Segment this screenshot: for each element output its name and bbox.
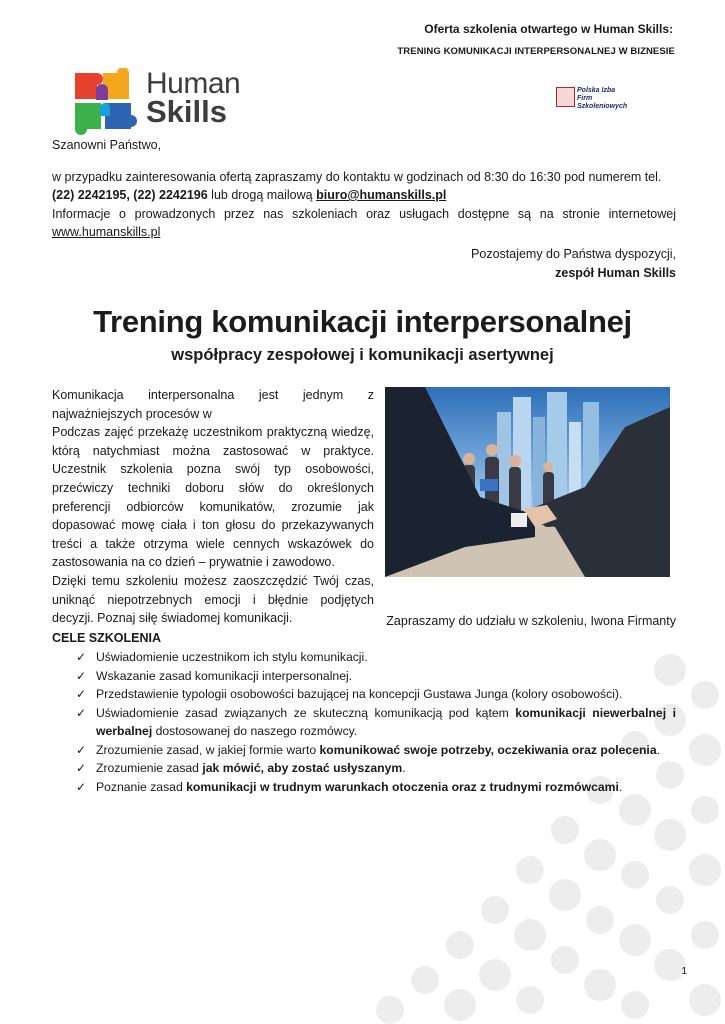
goal-item: ✓ Wskazanie zasad komunikacji interpersonalnej. [76, 667, 676, 686]
logo-word-skills: Skills [146, 94, 227, 129]
email-link[interactable]: biuro@humanskills.pl [316, 188, 447, 202]
contact-line [52, 186, 676, 205]
goal-item: ✓ Zrozumienie zasad, w jakiej formie warto komunikować swoje potrzeby, oczekiwania oraz polecenia. [76, 741, 676, 760]
intro-paragraph-2: Dzięki temu szkoleniu możesz zaoszczędzić Twój czas, uniknąć niepotrzebnych emocji i błędnie podjętych decyzji. Poznaj siłę świadomej komunikacji. [52, 573, 374, 626]
signature-line: zespół Human Skills [555, 266, 676, 280]
email-lead: lub drogą mailową [207, 188, 317, 202]
training-header: TRENING KOMUNIKACJI INTERPERSONALNEJ W BIZNESIE [397, 46, 675, 57]
checkmark-icon: ✓ [76, 761, 87, 775]
document-subtitle: współpracy zespołowej i komunikacji asertywnej [171, 346, 554, 364]
page-number: 1 [681, 966, 687, 977]
checkmark-icon: ✓ [76, 650, 87, 664]
goal-item: ✓ Poznanie zasad komunikacji w trudnym warunkach otoczenia oraz z trudnymi rozmówcami. [76, 778, 676, 797]
goal-item: ✓ Uświadomienie uczestnikom ich stylu komunikacji. [76, 648, 676, 667]
goal-item: ✓ Przedstawienie typologii osobowości bazującej na koncepcji Gustawa Junga (kolory osobowości). [76, 685, 676, 704]
document-title: Trening komunikacji interpersonalnej [93, 304, 632, 339]
pifs-line2: Firm Szkoleniowych [577, 95, 628, 110]
goal-item: ✓ Zrozumienie zasad jak mówić, aby zostać usłyszanym. [76, 759, 676, 778]
checkmark-icon: ✓ [76, 687, 87, 701]
goals-list [76, 648, 676, 796]
pifs-emblem-icon [556, 87, 575, 107]
pifs-logo [556, 86, 644, 108]
letter-signature [471, 245, 676, 283]
phone-numbers: (22) 2242195, (22) 2242196 [52, 188, 208, 202]
checkmark-icon: ✓ [76, 668, 87, 683]
intro-paragraph-1: Podczas zajęć przekażę uczestnikom praktyczną wiedzę, którą natychmiast można zastosować w praktyce. Uczestnik szkolenia pozna swój typ osobowości, przećwiczy techniki doboru słów do określonych preferencji odbiorców komunikatów, zrozumie jak dopasować mowę ciała i ton głosu do przekazywanych treści a także otrzyma wiele cennych wskazówek do zastosowania na co dzień – prywatnie i zawodowo. [52, 425, 374, 570]
logo-word-human: Human [146, 67, 241, 100]
goal-item: ✓ Uświadomienie zasad związanych ze skuteczną komunikacją pod kątem komunikacji niewerbalnej i werbalnej dostosowanej do naszego rozmówcy. [76, 705, 676, 738]
closing-line: Pozostajemy do Państwa dyspozycji, [471, 247, 676, 261]
offer-header: Oferta szkolenia otwartego w Human Skills: [424, 22, 673, 36]
checkmark-icon: ✓ [76, 779, 87, 794]
info-text: Informacje o prowadzonych przez nas szkoleniach oraz usługach dostępne są na stronie internetowej [52, 206, 676, 221]
human-skills-logo [70, 68, 260, 136]
checkmark-icon: ✓ [76, 705, 87, 720]
contact-text: w przypadku zainteresowania ofertą zapraszamy do kontaktu w godzinach od 8:30 do 16:30 pod numerem tel. [52, 169, 662, 184]
checkmark-icon: ✓ [76, 742, 87, 757]
cover-letter [52, 136, 676, 242]
invitation-line: Zapraszamy do udziału w szkoleniu, Iwona Firmanty [386, 614, 676, 628]
pifs-line1: Polska Izba [577, 87, 616, 94]
website-link[interactable]: www.humanskills.pl [52, 225, 161, 239]
intro-text [52, 386, 374, 628]
greeting: Szanowni Państwo, [52, 138, 162, 152]
intro-second-line: najważniejszych procesów w [52, 406, 212, 421]
business-handshake-photo [385, 387, 670, 577]
intro-first-line: Komunikacja interpersonalna jest jednym z [52, 388, 374, 402]
goals-heading: CELE SZKOLENIA [52, 631, 162, 645]
puzzle-logo-icon [70, 68, 140, 136]
